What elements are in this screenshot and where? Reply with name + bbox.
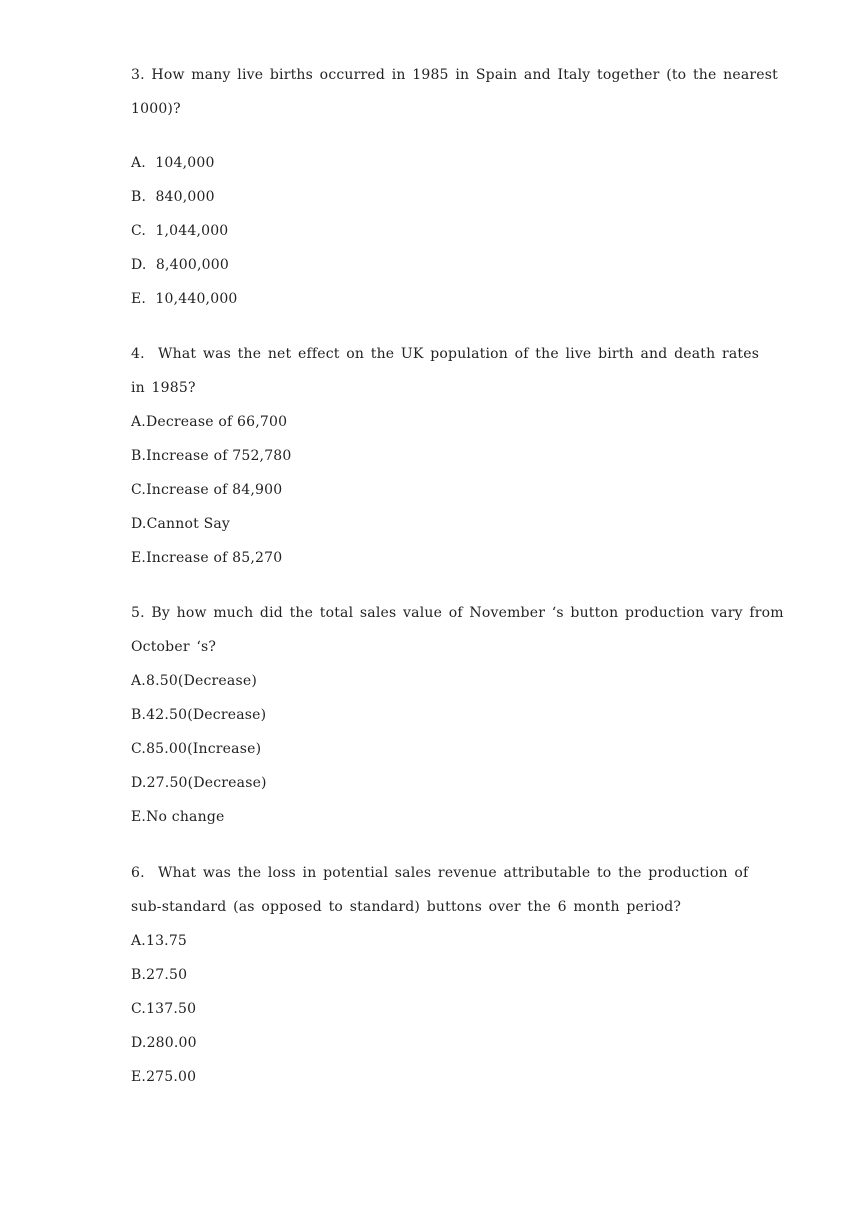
question-6-option-b: B.27.50 (131, 967, 188, 983)
question-5-line-2: October ‘s? (131, 639, 217, 655)
question-3-option-d: D. 8,400,000 (131, 257, 229, 273)
question-5-option-e: E.No change (131, 809, 225, 825)
question-6-line-2: sub-standard (as opposed to standard) buttons over the 6 month period? (131, 899, 682, 915)
question-6-option-c: C.137.50 (131, 1001, 197, 1017)
question-4-option-d: D.Cannot Say (131, 516, 231, 532)
question-3-option-e: E. 10,440,000 (131, 291, 238, 307)
question-4-line-1: 4. What was the net effect on the UK population of the live birth and death rates (131, 346, 760, 362)
question-4-option-b: B.Increase of 752,780 (131, 448, 292, 464)
question-6-option-e: E.275.00 (131, 1069, 197, 1085)
question-4-option-a: A.Decrease of 66,700 (131, 414, 288, 430)
question-5-option-a: A.8.50(Decrease) (131, 673, 258, 689)
question-4-option-c: C.Increase of 84,900 (131, 482, 283, 498)
question-3-option-a: A. 104,000 (131, 155, 215, 171)
question-5-option-b: B.42.50(Decrease) (131, 707, 267, 723)
question-5-option-c: C.85.00(Increase) (131, 741, 262, 757)
question-6-option-a: A.13.75 (131, 933, 188, 949)
question-5-option-d: D.27.50(Decrease) (131, 775, 267, 791)
question-4-line-2: in 1985? (131, 380, 196, 396)
question-4-option-e: E.Increase of 85,270 (131, 550, 283, 566)
question-5-line-1: 5. By how much did the total sales value of November ‘s button production vary from (131, 605, 784, 621)
question-3-option-c: C. 1,044,000 (131, 223, 229, 239)
question-6-line-1: 6. What was the loss in potential sales revenue attributable to the production of (131, 865, 749, 881)
question-3-line-1: 3. How many live births occurred in 1985 in Spain and Italy together (to the nearest (131, 67, 778, 83)
question-3-line-2: 1000)? (131, 101, 181, 117)
question-6-option-d: D.280.00 (131, 1035, 197, 1051)
question-3-option-b: B. 840,000 (131, 189, 215, 205)
